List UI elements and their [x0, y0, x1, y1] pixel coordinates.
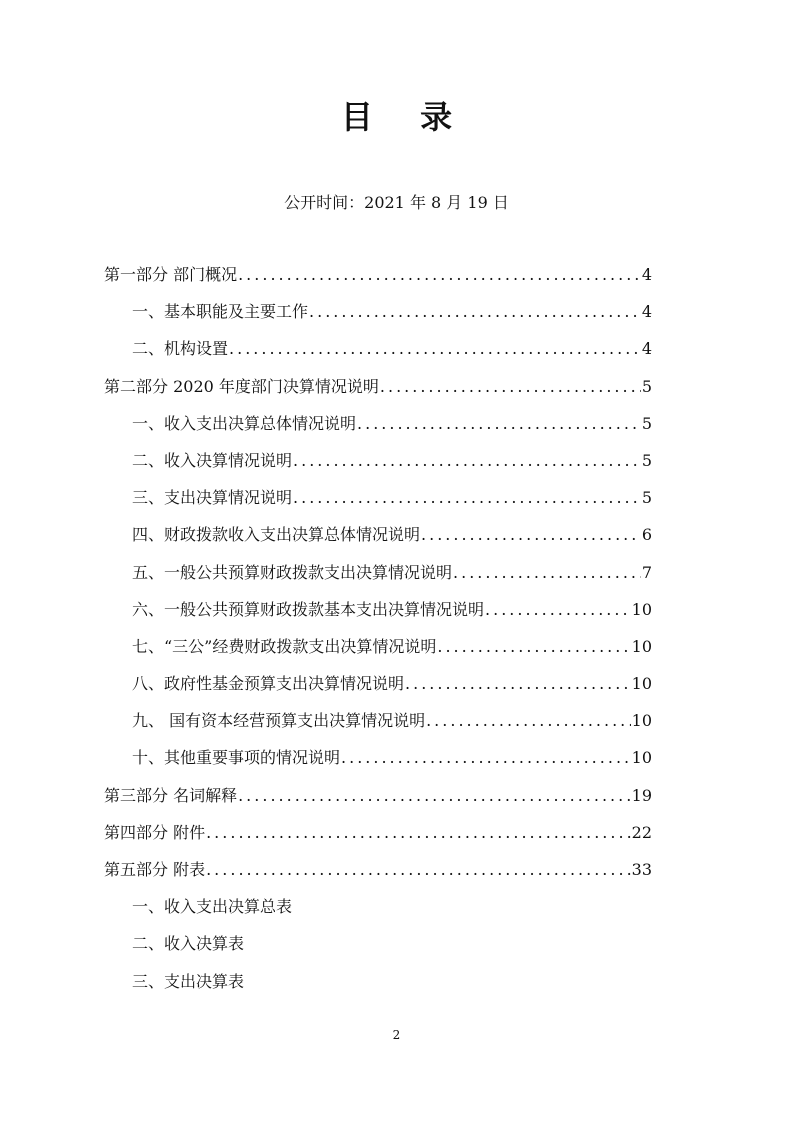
- toc-entry[interactable]: [104, 969, 652, 1006]
- toc-entry[interactable]: [104, 894, 652, 931]
- toc-entry-label: 九、 国有资本经营预算支出决算情况说明: [132, 711, 426, 731]
- toc-entry-page: 33: [631, 860, 652, 879]
- toc-entry-page: 5: [641, 376, 652, 396]
- toc-entry[interactable]: [104, 745, 652, 782]
- toc-entry-label: 五、一般公共预算财政拨款支出决算情况说明: [132, 562, 453, 582]
- toc-entry[interactable]: [104, 783, 652, 820]
- toc-dot-leader: [309, 302, 641, 321]
- page-title: 目 录: [340, 98, 471, 136]
- toc-dot-leader: [238, 786, 631, 805]
- toc-dot-leader: [293, 451, 641, 470]
- toc-entry-label: 十、其他重要事项的情况说明: [132, 748, 341, 768]
- toc-entry-page: 5: [641, 450, 652, 470]
- toc-entry-label: 一、收入支出决算总体情况说明: [132, 413, 357, 433]
- toc-entry-label: 一、收入支出决算总表: [132, 897, 293, 917]
- toc-dot-leader: [229, 339, 641, 358]
- toc-dot-leader: [380, 377, 641, 396]
- toc-entry-label: 第二部分 2020 年度部门决算情况说明: [104, 376, 379, 396]
- toc-entry-page: 19: [631, 785, 652, 805]
- toc-entry-label: 第三部分 名词解释: [104, 785, 238, 805]
- toc-entry[interactable]: [104, 597, 652, 634]
- toc-entry-label: 三、支出决算情况说明: [132, 488, 293, 508]
- toc-entry-page: 4: [641, 339, 652, 359]
- toc-entry-label: 八、政府性基金预算支出决算情况说明: [132, 674, 405, 694]
- toc-entry[interactable]: [104, 820, 652, 857]
- toc-entry-page: 5: [641, 413, 652, 433]
- toc-entry-label: 二、机构设置: [132, 339, 229, 359]
- toc-entry-label: 七、“三公”经费财政拨款支出决算情况说明: [132, 636, 437, 656]
- toc-dot-leader: [206, 860, 631, 879]
- toc-entry-page: 10: [631, 748, 652, 768]
- toc-entry[interactable]: [104, 708, 652, 745]
- toc-dot-leader: [206, 823, 631, 842]
- toc-entry[interactable]: [104, 931, 652, 968]
- toc-entry[interactable]: [104, 336, 652, 373]
- toc-entry-label: 六、一般公共预算财政拨款基本支出决算情况说明: [132, 599, 485, 619]
- toc-entry[interactable]: [104, 634, 652, 671]
- toc-entry-page: 10: [631, 711, 652, 731]
- toc-dot-leader: [421, 525, 641, 544]
- toc-entry-page: 4: [641, 302, 652, 322]
- toc-entry[interactable]: [104, 411, 652, 448]
- toc-dot-leader: [485, 600, 631, 619]
- toc-entry-page: 7: [641, 562, 652, 582]
- toc-dot-leader: [238, 265, 641, 284]
- toc-dot-leader: [405, 674, 631, 693]
- toc-entry[interactable]: [104, 448, 652, 485]
- toc-entry[interactable]: [104, 857, 652, 894]
- toc-entry-page: 4: [641, 265, 652, 284]
- toc-dot-leader: [293, 488, 641, 507]
- toc-entry[interactable]: [104, 522, 652, 559]
- toc-dot-leader: [357, 414, 641, 433]
- toc-dot-leader: [437, 637, 630, 656]
- toc-entry[interactable]: [104, 560, 652, 597]
- page-number: 2: [392, 1028, 401, 1042]
- publish-date: 公开时间：2021 年 8 月 19 日: [284, 193, 509, 212]
- toc-entry[interactable]: [104, 299, 652, 336]
- toc-entry-label: 第四部分 附件: [104, 822, 206, 842]
- toc-entry-label: 四、财政拨款收入支出决算总体情况说明: [132, 525, 421, 545]
- table-of-contents: [104, 262, 652, 1006]
- toc-dot-leader: [341, 748, 631, 767]
- toc-entry-page: 10: [631, 636, 652, 656]
- toc-entry-label: 第五部分 附表: [104, 860, 206, 879]
- toc-entry-page: 22: [631, 822, 652, 842]
- toc-entry-label: 二、收入决算表: [132, 934, 245, 954]
- toc-entry-label: 一、基本职能及主要工作: [132, 302, 309, 322]
- toc-dot-leader: [426, 711, 631, 730]
- toc-entry[interactable]: [104, 262, 652, 299]
- toc-entry[interactable]: [104, 671, 652, 708]
- toc-entry-page: 10: [631, 599, 652, 619]
- toc-entry-label: 三、支出决算表: [132, 971, 245, 991]
- toc-dot-leader: [453, 563, 641, 582]
- toc-entry-page: 5: [641, 488, 652, 508]
- toc-entry-page: 6: [641, 525, 652, 545]
- toc-entry-page: 10: [631, 674, 652, 694]
- toc-entry-label: 二、收入决算情况说明: [132, 450, 293, 470]
- toc-entry[interactable]: [104, 485, 652, 522]
- toc-entry-label: 第一部分 部门概况: [104, 265, 238, 284]
- toc-entry[interactable]: [104, 374, 652, 411]
